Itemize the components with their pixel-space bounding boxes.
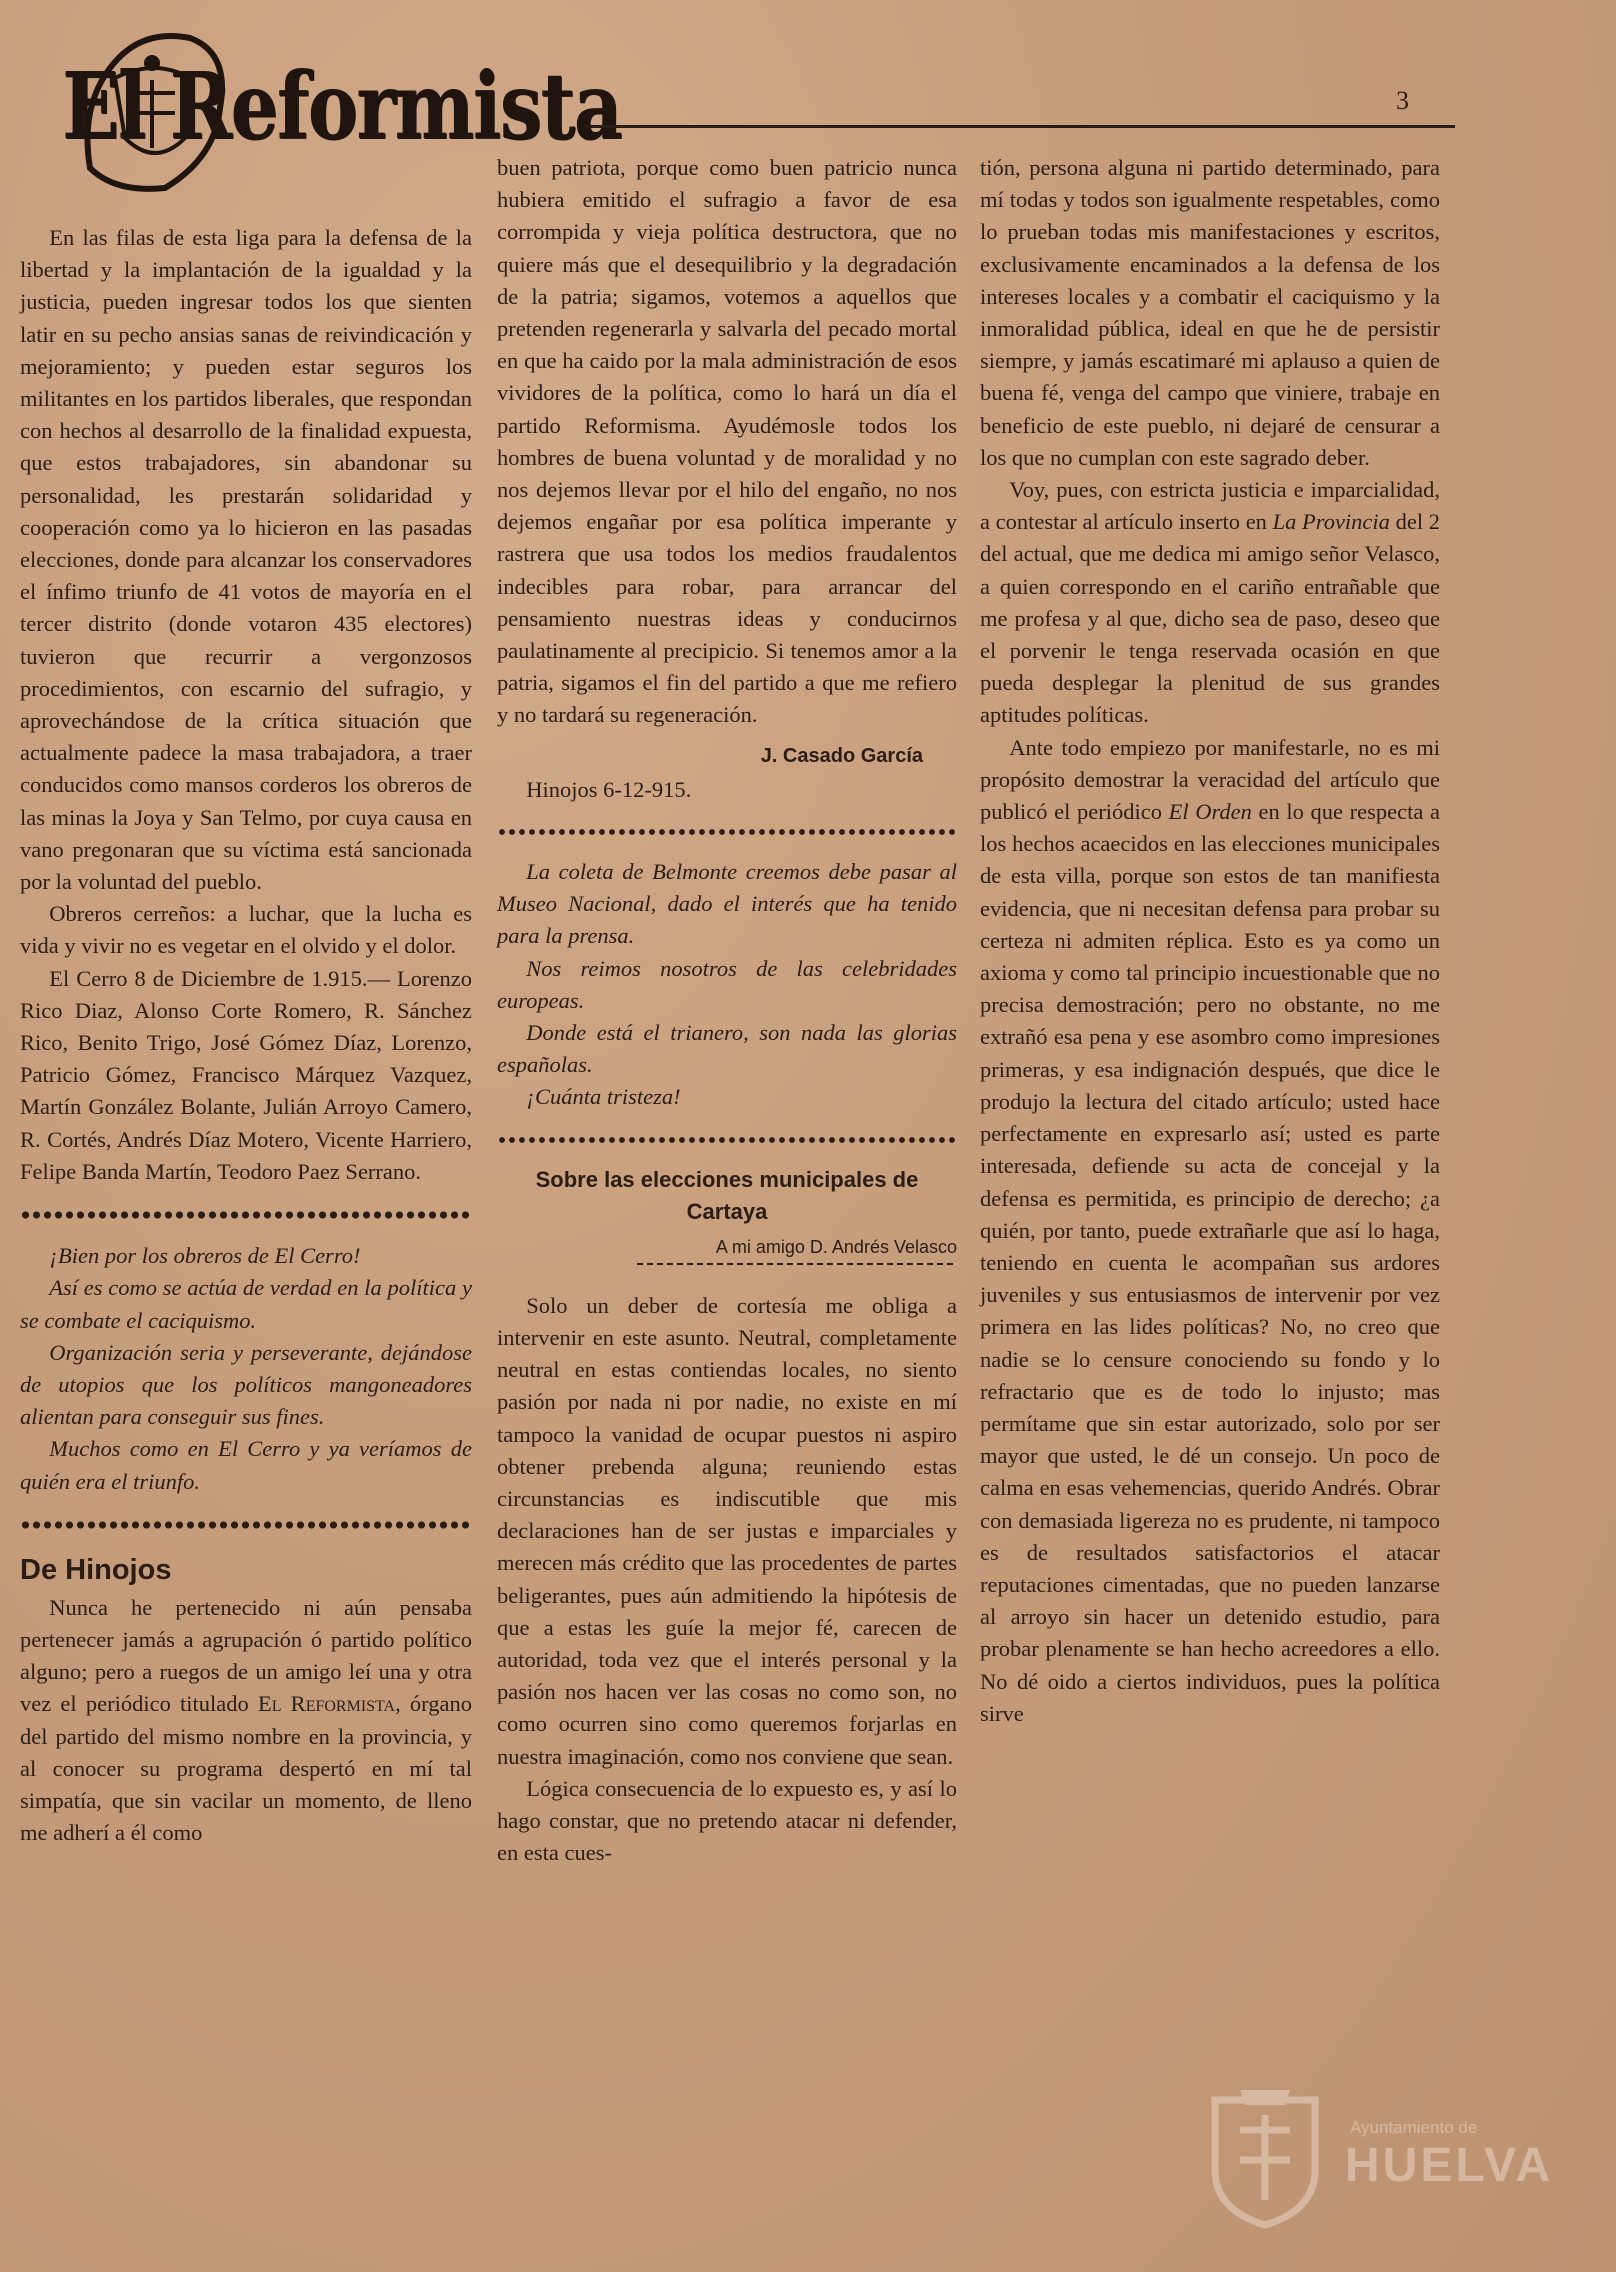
article-dedication: A mi amigo D. Andrés Velasco bbox=[715, 1236, 957, 1257]
article-paragraph: tión, persona alguna ni partido determinado, para mí todas y todos son igualmente respetables, como lo prueban todas mis manifestaciones y escritos, exclusivamente encaminados a la defensa de los intereses locales y a combatir el caciquismo y la inmoralidad pública, ideal en que he de persistir siempre, y jamás escatimaré mi aplauso a quien de buena fé, venga del campo que viniere, trabaje en beneficio de este pueblo, ni dejaré de censurar a los que no cumplan con este sagrado deber. bbox=[980, 155, 1440, 470]
editorial-note: Donde está el trianero, son nada las glorias españolas. bbox=[497, 1020, 957, 1078]
article-paragraph: En las filas de esta liga para la defensa de la libertad y la implantación de la igualdad y la justicia, pueden ingresar todos los que sienten latir en su pecho ansias sanas de reivindicación y mejoramiento; y pueden estar seguros los militantes en los partidos liberales, que respondan con hechos al desarrollo de la finalidad expuesta, que estos trabajadores, sin abandonar su personalidad, les prestarán solidaridad y cooperación como ya lo hicieron en las pasadas elecciones, donde para alcanzar los conservadores el ínfimo triunfo de 41 votos de mayoría en el tercer distrito (donde votaron 435 electores) tuvieron que recurrir a vergonzosos procedimientos, con escarnio del sufragio, y aprovechándose de la crítica situación que actualmente padece la masa trabajadora, a traer conducidos como mansos corderos los obreros de las minas la Joya y San Telmo, por cuya causa en vano pregonaran que su víctima está sancionada por la voluntad del pueblo. bbox=[20, 225, 472, 895]
newspaper-name: El Reformista bbox=[257, 1691, 396, 1717]
article-paragraph: Obreros cerreños: a luchar, que la lucha es vida y vivir no es vegetar en el olvido y el dolor. bbox=[20, 901, 472, 959]
newspaper-name: El Orden bbox=[1168, 799, 1252, 825]
section-title: De Hinojos bbox=[20, 1553, 172, 1586]
coat-of-arms-icon bbox=[1195, 2080, 1335, 2230]
editorial-note: Muchos como en El Cerro y ya veríamos de quién era el triunfo. bbox=[20, 1436, 472, 1494]
column-2 bbox=[497, 152, 957, 1869]
dotted-separator bbox=[20, 1518, 472, 1532]
header-rule bbox=[585, 125, 1455, 128]
editorial-note: ¡Bien por los obreros de El Cerro! bbox=[49, 1243, 361, 1269]
dotted-separator bbox=[20, 1208, 472, 1222]
editorial-note: La coleta de Belmonte creemos debe pasar al Museo Nacional, dado el interés que ha tenido para la prensa. bbox=[497, 859, 957, 949]
editorial-note: Así es como se actúa de verdad en la política y se combate el caciquismo. bbox=[20, 1275, 472, 1333]
article-title: Sobre las elecciones municipales de Cartaya bbox=[535, 1166, 919, 1224]
dotted-separator bbox=[497, 1134, 957, 1146]
dotted-separator bbox=[497, 826, 957, 838]
article-paragraph: Solo un deber de cortesía me obliga a intervenir en este asunto. Neutral, completamente neutral en estas contiendas locales, no siento pasión por nada ni por nadie, no existe en mí tampoco la vanidad de ocupar puestos ni aspiro obtener prebenda alguna; reuniendo estas circunstancias es indiscutible que mis declaraciones han de ser justas e imparciales y merecen más crédito que las procedentes de partes beligerantes, pues aún admitiendo la hipótesis de que a estas les guíe la mejor fé, carecen de autoridad, toda vez que el interés personal y la pasión nos hacen ver las cosas no como son, no como ocurren sino como queremos forjarlas en nuestra imaginación, como nos conviene que sean. bbox=[497, 1292, 957, 1769]
column-1 bbox=[20, 222, 472, 1849]
column-3 bbox=[980, 152, 1440, 1730]
author-signature: J. Casado García bbox=[760, 744, 923, 767]
article-paragraph: buen patriota, porque como buen patricio nunca hubiera emitido el sufragio a favor de esa corrompida y vieja política destructora, que no quiere más que el desequilibrio y la degradación de la patria; sigamos, votemos a aquellos que pretenden regenerarla y salvarla del pecado mortal en que ha caido por la mala administración de esos vividores de la política, como lo hará un día el partido Reformisma. Ayudémosle todos los hombres de buena voluntad y de moralidad y no nos dejemos llevar por el hilo del engaño, no nos dejemos engañar por esa política imperante y rastrera que usa todos los medios fraudalentos indecibles para robar, para arrancar del pensamiento nuestras ideas y conducirnos paulatinamente al precipicio. Si tenemos amor a la patria, sigamos el fin del partido a que me refiero y no tardará su regeneración. bbox=[497, 155, 957, 728]
signatories: El Cerro 8 de Diciembre de 1.915.— Lorenzo Rico Diaz, Alonso Corte Romero, R. Sánchez Rico, Benito Trigo, José Gómez Díaz, Lorenzo, Patricio Gómez, Francisco Márquez Vazquez, Martín González Bolante, Julián Arroyo Camero, R. Cortés, Andrés Díaz Motero, Vicente Harriero, Felipe Banda Martín, Teodoro Paez Serrano. bbox=[20, 965, 472, 1184]
archive-watermark bbox=[1195, 2080, 1555, 2230]
article-paragraph: Lógica consecuencia de lo expuesto es, y así lo hago constar, que no pretendo atacar ni defender, en esta cues- bbox=[497, 1775, 957, 1866]
page-number: 3 bbox=[1396, 86, 1409, 115]
dedication-underline bbox=[637, 1260, 957, 1268]
article-paragraph: Nunca he pertenecido ni aún pensaba pertenecer jamás a agrupación ó partido político alguno; pero a ruegos de un amigo leí una y otra vez el periódico titulado El Reformista, órgano del partido del mismo nombre en la provincia, y al conocer su programa despertó en mí tal simpatía, que sin vacilar un momento, de lleno me adherí a él como bbox=[20, 1594, 472, 1846]
place-date: Hinojos 6-12-915. bbox=[526, 776, 692, 802]
editorial-note: Organización seria y perseverante, dejándose de utopios que los políticos mangoneadores alientan para conseguir sus fines. bbox=[20, 1339, 472, 1430]
editorial-note: ¡Cuánta tristeza! bbox=[526, 1084, 681, 1110]
newspaper-name: La Provincia bbox=[1272, 509, 1390, 535]
newspaper-title: El Reformista bbox=[62, 52, 621, 160]
watermark-line-1: Ayuntamiento de bbox=[1350, 2118, 1478, 2137]
article-paragraph: Ante todo empiezo por manifestarle, no es mi propósito demostrar la veracidad del artículo que publicó el periódico El Orden en lo que respecta a los hechos acaecidos en las elecciones municipales de esta villa, porque son estos de tan manifiesta evidencia, que ni necesitan defensa para probar su certeza ni admiten réplica. Esto es ya como un axioma y como tal principio incuestionable que no precisa demostración; pero no obstante, no me extrañó esa pena y ese asombro como impresiones primeras, y esa indignación después, que dice le produjo la lectura del citado artículo; usted hace perfectamente en expresarlo así; usted es parte interesada, defiende su acta de concejal y la defensa es permitida, es principio de derecho; ¿a quién, por tanto, puede extrañarle que así lo haga, teniendo en cuenta le acompañan sus ardores juveniles y sus entusiasmos de intervenir por vez primera en las lides políticas? No, no creo que nadie se lo censure conociendo su fondo y lo refractario que es de todo lo injusto; mas permítame que sin estar autorizado, solo por ser mayor que usted, le dé un consejo. Un poco de calma en esas vehemencias, querido Andrés. Obrar con demasiada ligereza no es prudente, ni tampoco es de resultados satisfactorios el atacar reputaciones cimentadas, que no pueden lanzarse al arroyo sin hacer un detenido estudio, para probar plenamente se han hecho acreedores a ello. No dé oido a ciertos individuos, pues la política sirve bbox=[980, 734, 1440, 1726]
article-paragraph: Voy, pues, con estricta justicia e imparcialidad, a contestar al artículo inserto en La Provincia del 2 del actual, que me dedica mi amigo señor Velasco, a quien correspondo en el cariño entrañable que me profesa y al que, dicho sea de paso, deseo que el porvenir le tenga reservada ocasión en que pueda desplegar la plenitud de sus grandes aptitudes políticas. bbox=[980, 477, 1440, 728]
watermark-line-2: HUELVA bbox=[1345, 2139, 1554, 2192]
editorial-note: Nos reimos nosotros de las celebridades europeas. bbox=[497, 955, 957, 1013]
